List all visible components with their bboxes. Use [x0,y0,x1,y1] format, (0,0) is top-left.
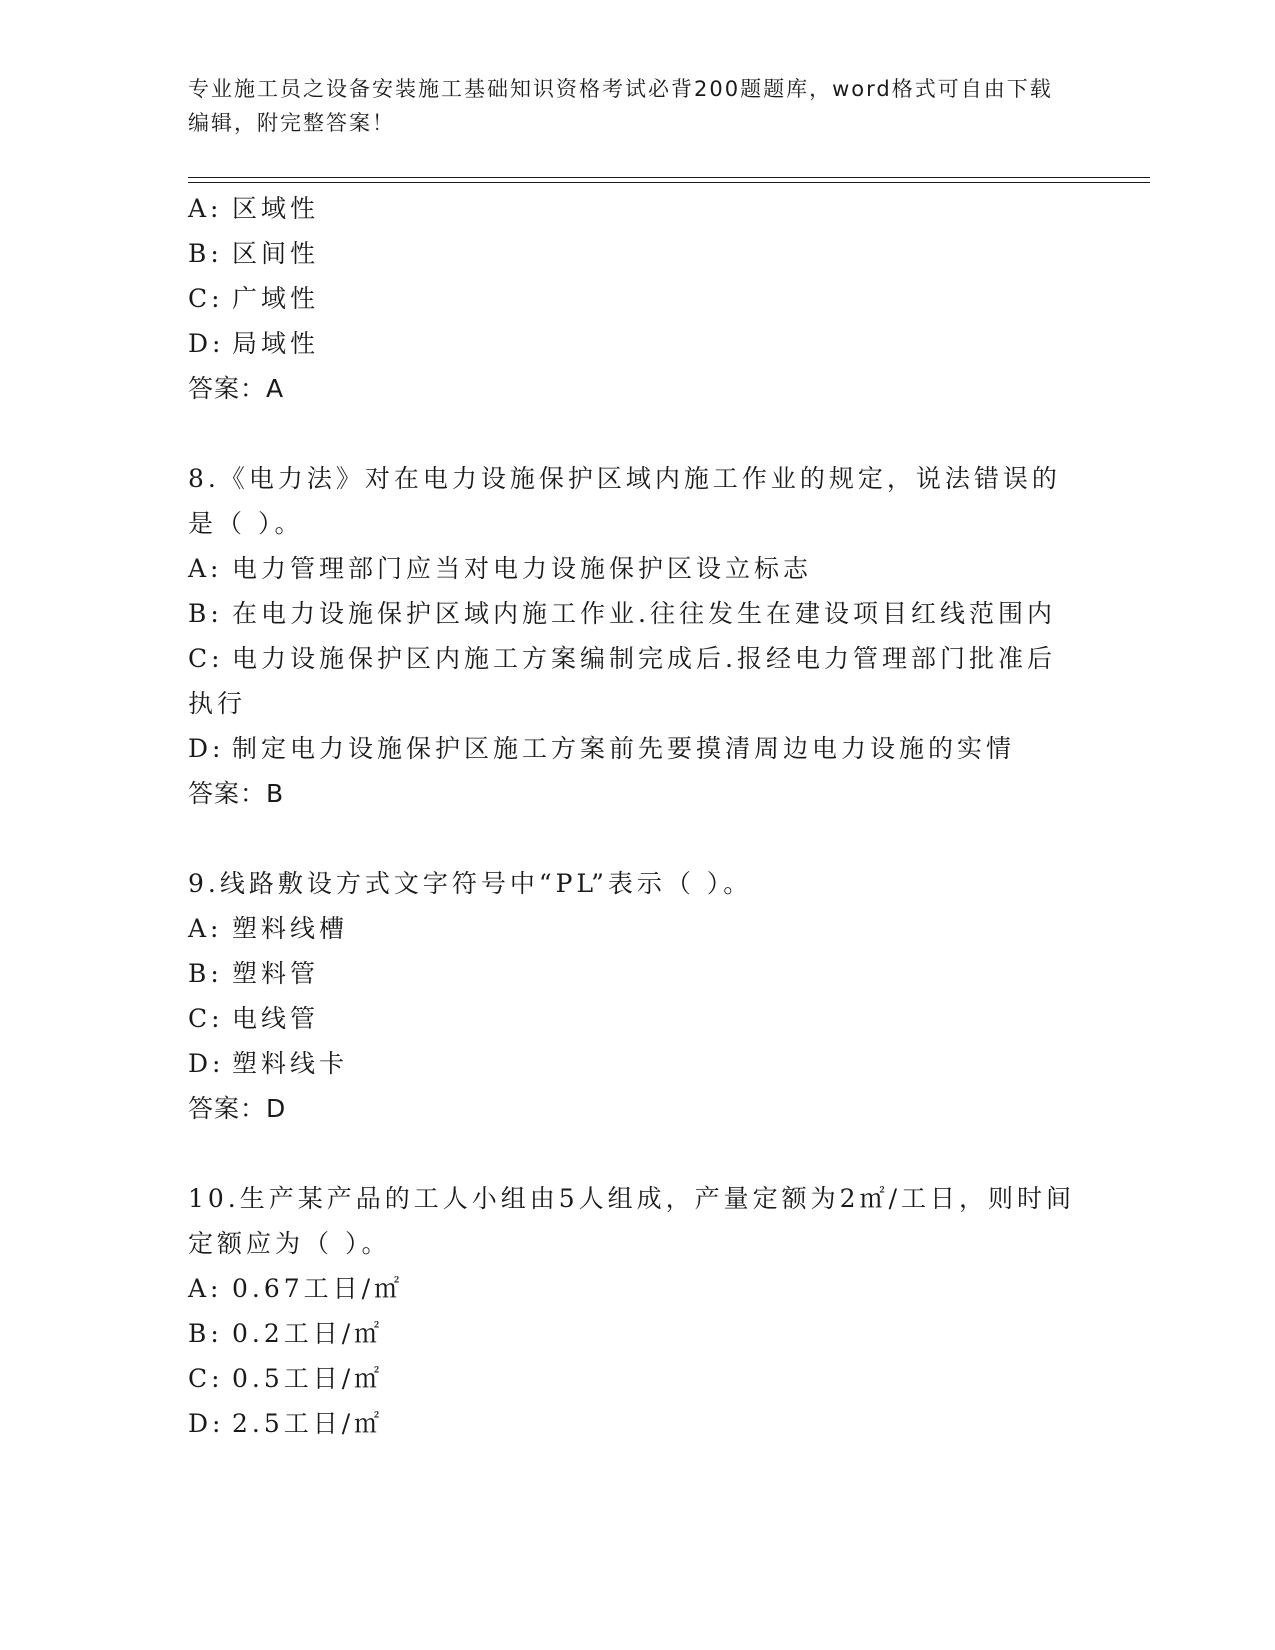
answer-line: 答案：D [188,1094,287,1123]
option-text: 2.5工日/㎡ [232,1409,384,1438]
answer-line: 答案：B [188,779,285,808]
option-text: 0.2工日/㎡ [232,1319,384,1348]
option-line [188,906,1088,951]
question-stem: 9.线路敷设方式文字符号中“PL”表示（ ）。 [188,869,753,898]
question-content [188,186,1088,1446]
option-label: D: [188,734,225,763]
spacer [188,1131,1088,1176]
option-line [188,951,1088,996]
option-line [188,1356,1088,1401]
option-label: D: [188,329,225,358]
option-label: B: [188,599,223,628]
option-line [188,186,1088,231]
option-line [188,726,1088,771]
option-line [188,546,1088,591]
option-label: D: [188,1049,225,1078]
option-text: 塑料管 [232,959,320,988]
question-stem: 8.《电力法》对在电力设施保护区域内施工作业的规定，说法错误的 [188,464,1061,493]
header-rule-top [188,177,1150,178]
option-line [188,276,1088,321]
option-text: 电力管理部门应当对电力设施保护区设立标志 [232,554,813,583]
spacer [188,411,1088,456]
option-label: C: [188,644,224,673]
question-stem: 10.生产某产品的工人小组由5人组成，产量定额为2㎡/工日，则时间 [188,1184,1075,1213]
option-label: C: [188,284,224,313]
document-header-title: 专业施工员之设备安装施工基础知识资格考试必背200题题库，word格式可自由下载编辑，附完整答案！ [188,77,1053,135]
option-line [188,1266,1088,1311]
option-line [188,231,1088,276]
option-text: 电线管 [232,1004,320,1033]
option-text: 塑料线卡 [232,1049,349,1078]
option-line [188,1401,1088,1446]
option-text: 局域性 [232,329,320,358]
question-stem: 定额应为（ ）。 [188,1229,391,1258]
option-line [188,1041,1088,1086]
option-label: A: [188,914,223,943]
option-label: C: [188,1004,224,1033]
option-label: B: [188,1319,223,1348]
option-text: 0.67工日/㎡ [232,1274,404,1303]
spacer [188,816,1088,861]
option-line [188,996,1088,1041]
question-stem: 是（ ）。 [188,509,304,538]
option-label: C: [188,1364,224,1393]
option-label: A: [188,1274,223,1303]
option-text: 电力设施保护区内施工方案编制完成后.报经电力管理部门批准后 [232,644,1056,673]
option-text: 广域性 [232,284,320,313]
option-line [188,1311,1088,1356]
option-line [188,321,1088,366]
option-line [188,591,1088,636]
option-text: 塑料线槽 [232,914,349,943]
option-text: 区间性 [232,239,320,268]
header-rule-bottom [188,182,1150,183]
option-label: B: [188,239,223,268]
option-text: 在电力设施保护区域内施工作业.往往发生在建设项目红线范围内 [232,599,1056,628]
option-text: 区域性 [232,194,320,223]
option-label: B: [188,959,223,988]
option-label: D: [188,1409,225,1438]
option-text: 0.5工日/㎡ [232,1364,384,1393]
option-continuation: 执行 [188,689,247,718]
option-label: A: [188,194,223,223]
option-text: 制定电力设施保护区施工方案前先要摸清周边电力设施的实情 [232,734,1016,763]
answer-line: 答案：A [188,374,285,403]
option-line [188,636,1088,681]
option-label: A: [188,554,223,583]
